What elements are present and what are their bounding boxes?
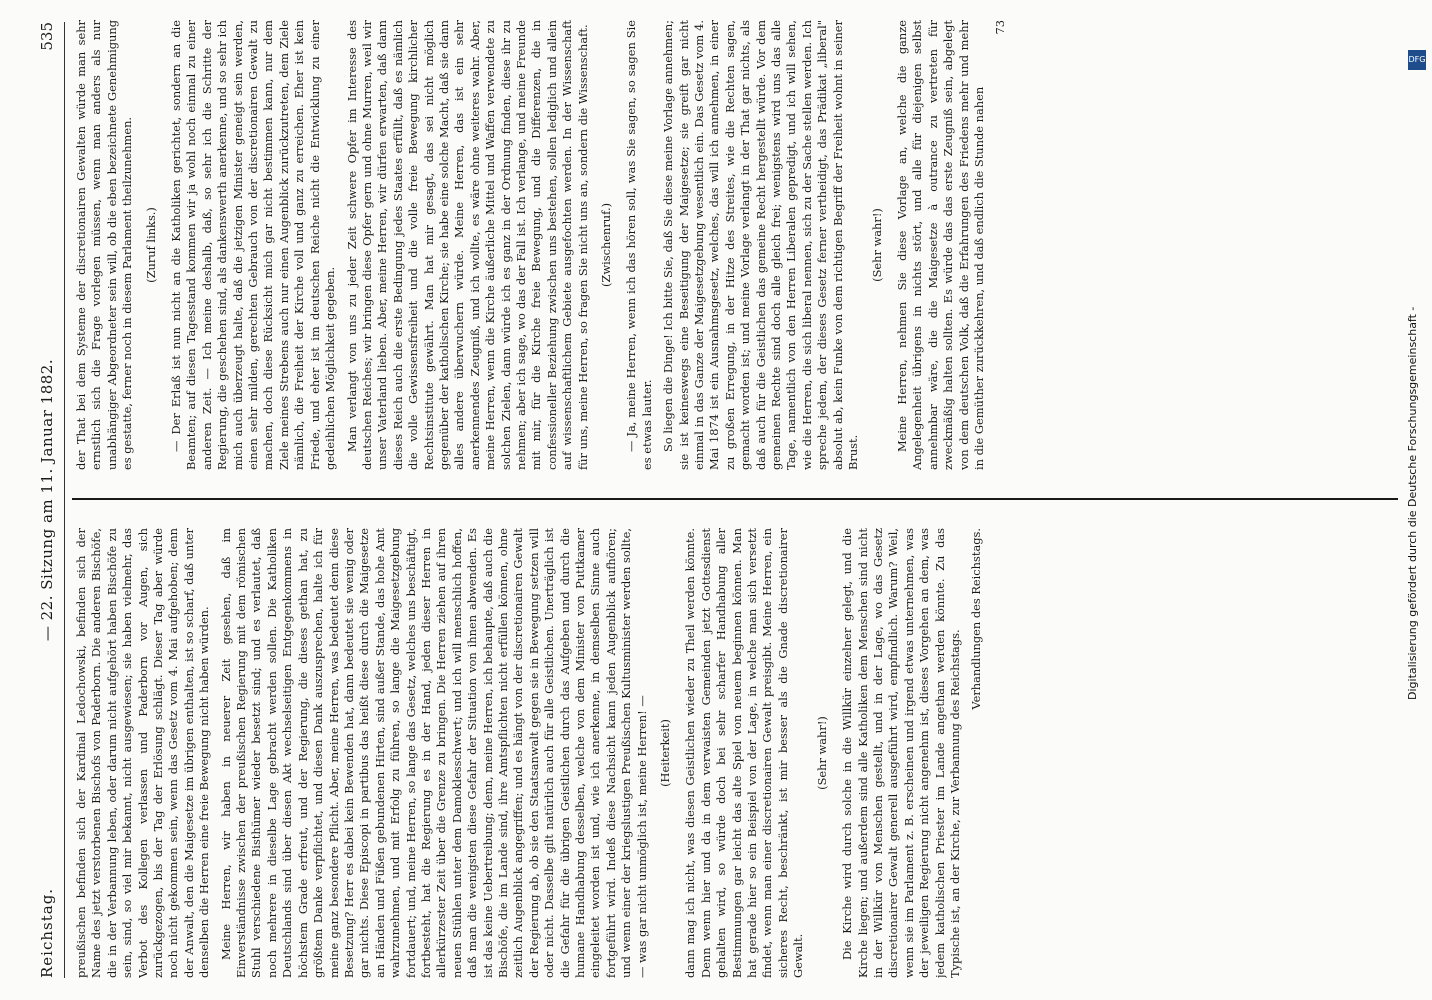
paragraph: So liegen die Dinge! Ich bitte Sie, daß Sie diese meine Vorlage annehmen; sie ist keineswegs eine Beseitigung der Maigesetze; sie greift gar nicht einmal in das Ganze der Maigesetzgebung wesentlich ein. Das Gesetz vom 4. Mai 1874 ist ein Ausnahmsgesetz, welches, das will ich annehmen, in einer zu großen Erregung, in der Hitze des Streites, wie die Rechten sagen, gemacht worden ist; und meine Vorlage verlangt in der That gar nichts, als daß auch für die Geistlichen das gemeine Recht hergestellt würde. Vor dem gemeinen Rechte sind doch alle gleich frei; wenigstens wird uns das alle Tage, namentlich von den Herren Liberalen gepredigt, und ich will sehen, wie die Herren, die sich liberal nennen, sich zu der Sache stellen werden. Ich spreche jedem, der dieses Gesetz ferner vertheidigt, das Prädikat „liberal" absolut ab, kein Funke von dem richtigen Begriff der Freiheit wohnt in seiner Brust. [661,20,861,470]
paragraph: — Der Erlaß ist nun nicht an die Katholiken gerichtet, sondern an die Beamten; auf diesen Tagesstand kommen wir ja wohl noch einmal zu einer anderen Zeit. — Ich meine deshalb, daß, so sehr ich die Schritte der Regierung, die geschehen sind, als dankenswerth anerkenne, und so sehr ich mich auch überzeugt halte, daß die jetzigen Minister geneigt sein werden, einen sehr milden, gerechten Gebrauch von der discretionairen Gewalt zu machen, doch diese Rücksicht mich gar nicht bestimmen kann, nur dem Ziele meines Strebens auch nur einen Augenblick zurückzutreten, dem Ziele nämlich, die Freiheit der Kirche voll und ganz zu erreichen. Eher ist kein Friede, und eher ist im deutschen Reiche nicht die Entwicklung zu einer gedeihlichen Möglichkeit gegeben. [169,20,338,470]
paragraph: Die Kirche wird durch solche in die Willkür einzelner gelegt, und die Kirche liegen; und außerdem sind alle Katholiken dem Menschen sind nicht in der Willkür von Menschen gestellt, und in der Lage, wo das Gesetz discretionairer Gewalt generell ausgeführt wird, empfindlich. Warum? Weil, wenn sie im Parlament z. B. erscheinen und irgend etwas unternehmen, was der jeweiligen Regierung nicht angenehm ist, dieses Vorgehen an dem, was jedem katholischen Priester im Lande angethan werden könnte. Zu das Typische ist, an der Kirche, zur Verbannung des Reichstags. [840,528,962,978]
interjection: (Sehr wahr!) [814,716,829,790]
header-session: — 22. Sitzung am 11. Januar 1882. [38,358,56,642]
header-rule [64,22,65,978]
interjection: (Zwischenruf.) [599,202,613,288]
right-column [74,20,1394,470]
rotated-page [36,10,1406,990]
digitization-note: Digitalisierung gefördert durch die Deutsche Forschungsgemeinschaft - [1406,306,1419,700]
column-divider [72,498,1398,500]
paragraph: — Ja, meine Herren, wenn ich das hören soll, was Sie sagen, so sagen Sie es etwas lauter. [624,20,654,470]
paragraph: Man verlangt von uns zu jeder Zeit schwere Opfer im Interesse des deutschen Reiches; wir bringen diese Opfer gern und ohne Murren, weil wir unser Vaterland lieben. Aber, meine Herren, wir dürfen erwarten, daß dann dieses Reich auch die erste Bedingung jedes Staates erfüllt, daß es nämlich die volle Gewissensfreiheit und die volle freie Bewegung kirchlicher Rechtsinstitute gewährt. Man hat mir gesagt, das sei nicht möglich gegenüber der katholischen Kirche; sie habe eine solche Macht, daß sie dann alles andere überwuchern würde. Meine Herren, das ist ein sehr anerkennendes Zeugniß, und ich wollte, es wäre ohne weiteres wahr. Aber, meine Herren, wenn die Kirche äußerliche Mittel und Waffen verwendete zu solchen Zielen, dann würde ich es ganz in der Ordnung finden, diese ihr zu nehmen; aber ich sage, wo das der Fall ist. Ich verlange, und meine Freunde mit mir, für die Kirche freie Bewegung, und die Differenzen, die in confessioneller Beziehung zwischen uns bestehen, sollen lediglich und allein auf wissenschaftlichem Gebiete ausgefochten werden. In der Wissenschaft für uns, meine Herren, so fragen Sie nicht uns an, sondern die Wissenschaft. [344,20,590,470]
running-head [36,22,62,978]
interjection: (Zuruf links.) [143,207,158,283]
left-column [74,528,1394,978]
paragraph: Meine Herren, nehmen Sie diese Vorlage an, welche die ganze Angelegenheit übrigens in nichts stört, und alle für diejenigen selbst annehmbar wäre, die die Maigesetze à outrance zu vertreten für zweckmäßig halten sollten. Es würde das das erste Zeugniß sein, abgelegt von dem deutschen Volk, daß die Erfahrungen des Friedens mehr und mehr in die Gemüther zurückkehren, und daß endlich die Stunde nahen [894,20,986,470]
dfg-logo: DFG [1408,50,1426,70]
paragraph: preußischen befinden sich der Kardinal Ledochowski, befinden sich der Name des jetzt verstorbenen Bischofs von Paderborn. Die anderen Bischöfe, die in der Verbannung leben, oder darum nicht aufgehört haben Bischöfe zu sein, sind, so viel mir bekannt, nicht ausgewiesen; sie haben vielmehr, das Verbot des Kollegen verlassen und Paderborn vor Augen, sich zurückgezogen, bis der Tag der Erlösung schlägt. Dieser Tag aber würde noch nicht gekommen sein, wenn das Gesetz vom 4. Mai aufgehoben; denn der Anwalt, den die Maigesetze im übrigen enthalten, ist so scharf, daß unter denselben die Herren eine freie Bewegung nicht haben würden. [74,528,212,978]
paragraph: dann mag ich nicht, was diesen Geistlichen wieder zu Theil werden könnte. Denn wenn hier und da in dem verwaisten Gemeinden jetzt Gottesdienst gehalten wird, so würde doch bei sehr scharfer Handhabung aller Bestimmungen gar leicht das alte Spiel von neuem beginnen können. Man hat gerade hier so ein Beispiel von der Lage, in welche man sich versetzt findet, wenn man einer discretionairen Gewalt preisgibt. Meine Herren, ein sicheres Recht, beschränkt, ist mir besser als die Gnade discretionairer Gewalt. [683,528,806,978]
header-title: Reichstag. [38,887,56,978]
paragraph: der That bei dem Systeme der discretionairen Gewalten würde man sehr ernstlich sich die Frage vorlegen müssen, wenn man anders als nur unabhängiger Abgeordneter sein will, ob die eben bezeichnete Genehmigung es gestatte, ferner noch in diesem Parlament theilzunehmen. [74,20,135,470]
interjection: (Heiterkeit) [658,719,673,787]
page-number: 535 [38,22,56,51]
signature-mark: 73 [993,20,1008,35]
interjection: (Sehr wahr!) [869,208,884,282]
paragraph: Meine Herren, wir haben in neuerer Zeit gesehen, daß im Einverständnisse zwischen der preußischen Regierung mit dem römischen Stuhl verschiedene Bisthümer wieder besetzt sind; und es verlautet, daß noch mehrere in dieselbe Lage gebracht werden sollen. Die Katholiken Deutschlands sind über diesen Akt wechselseitigen Entgegenkommens in höchstem Grade erfreut, und der Regierung, die dieses gethan hat, zu größtem Danke verpflichtet, und diesen Dank auszusprechen, halte ich für meine ganz besondere Pflicht. Aber, meine Herren, was bedeutet denn diese Besetzung? Herr es dabei kein Bewenden hat, dann bedeutet sie wenig oder gar nichts. Diese Episcopi in partibus das heißt diese durch die Maigesetze an Händen und Füßen gebundenen Hirten, sind außer Stande, das hohe Amt wahrzunehmen, und mit Erfolg zu führen, so lange die Maigesetzgebung fortdauert; und, meine Herren, so lange das Gesetz, welches uns beschäftigt, fortbesteht, hat die Regierung es in der Hand, jeden dieser Herren in allerkürzester Zeit über die Grenze zu bringen. Die Herren ziehen auf ihren neuen Stühlen unter dem Damoklesschwert; und ich will menschlich hoffen, daß man die wenigsten diese Gefahr der Situation von ihnen abwenden. Es ist das keine Uebertreibung; denn, meine Herren, ich behaupte, daß auch die Bischöfe, die im Lande sind, ihre Amtspflichten nicht erfüllen können, ohne zeitlich Augenblick angegriffen; und es hängt von der discretionairen Gewalt der Regierung ab, ob sie den Staatsanwalt gegen sie in Bewegung setzen will oder nicht. Dasselbe gilt natürlich auch für alle Geistlichen. Unerträglich ist die Gefahr für die übrigen Geistlichen durch das Aufgeben und durch die humane Handhabung desselben, welche von dem Minister von Puttkamer eingeleitet worden ist und, wie ich anerkenne, in demselben Sinne auch fortgeführt wird. Indeß diese Nachsicht kann jeden Augenblick aufhören; und wenn einer der kriegslustigen Preußischen Kultusminister werden sollte, — was gar nicht unmöglich ist, meine Herren! — [218,528,649,978]
footline: Verhandlungen des Reichstags. [969,528,984,710]
